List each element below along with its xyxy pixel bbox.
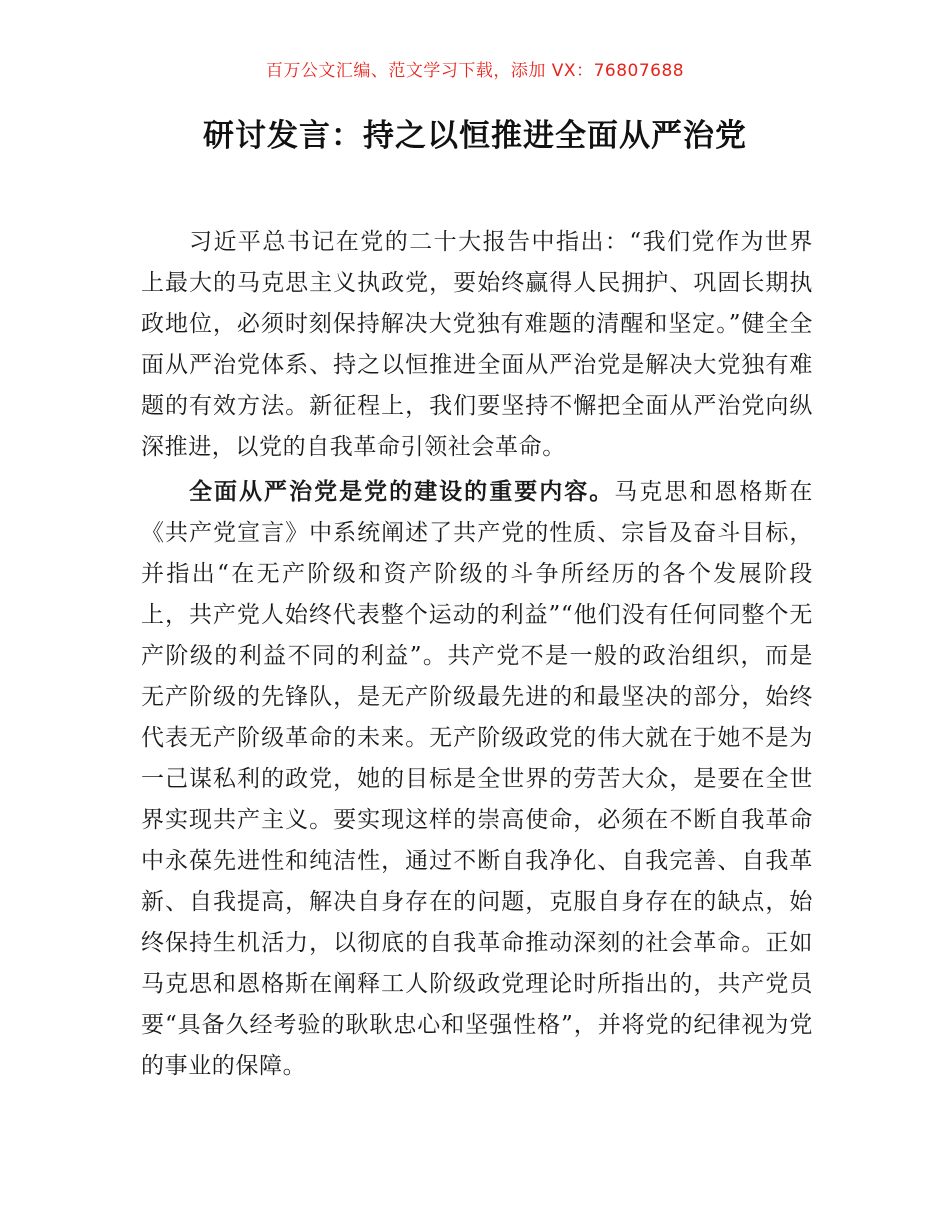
document-body	[141, 222, 813, 1091]
paragraph-lead-sentence: 全面从严治党是党的建设的重要内容。	[189, 479, 615, 505]
paragraph-intro-text: 习近平总书记在党的二十大报告中指出：“我们党作为世界上最大的马克思主义执政党，要始终赢得人民拥护、巩固长期执政地位，必须时刻保持解决大党独有难题的清醒和坚定。”健全全面从严治党体系、持之以恒推进全面从严治党是解决大党独有难题的有效方法。新征程上，我们要坚持不懈把全面从严治党向纵深推进，以党的自我革命引领社会革命。	[141, 229, 813, 460]
paragraph-party-building-text: 马克思和恩格斯在《共产党宣言》中系统阐述了共产党的性质、宗旨及奋斗目标，并指出“在无产阶级和资产阶级的斗争所经历的各个发展阶段上，共产党人始终代表整个运动的利益”“他们没有任何同整个无产阶级的利益不同的利益”。共产党不是一般的政治组织，而是无产阶级的先锋队，是无产阶级最先进的和最坚决的部分，始终代表无产阶级革命的未来。无产阶级政党的伟大就在于她不是为一己谋私利的政党，她的目标是全世界的劳苦大众，是要在全世界实现共产主义。要实现这样的崇高使命，必须在不断自我革命中永葆先进性和纯洁性，通过不断自我净化、自我完善、自我革新、自我提高，解决自身存在的问题，克服自身存在的缺点，始终保持生机活力，以彻底的自我革命推动深刻的社会革命。正如马克思和恩格斯在阐释工人阶级政党理论时所指出的，共产党员要“具备久经考验的耿耿忠心和坚强性格”，并将党的纪律视为党的事业的保障。	[141, 479, 813, 1079]
header-contact-note: 百万公文汇编、范文学习下载，添加 VX：76807688	[265, 61, 685, 81]
paragraph-party-building	[141, 472, 813, 1087]
paragraph-intro	[141, 222, 813, 468]
document-title: 研讨发言：持之以恒推进全面从严治党	[203, 118, 747, 154]
